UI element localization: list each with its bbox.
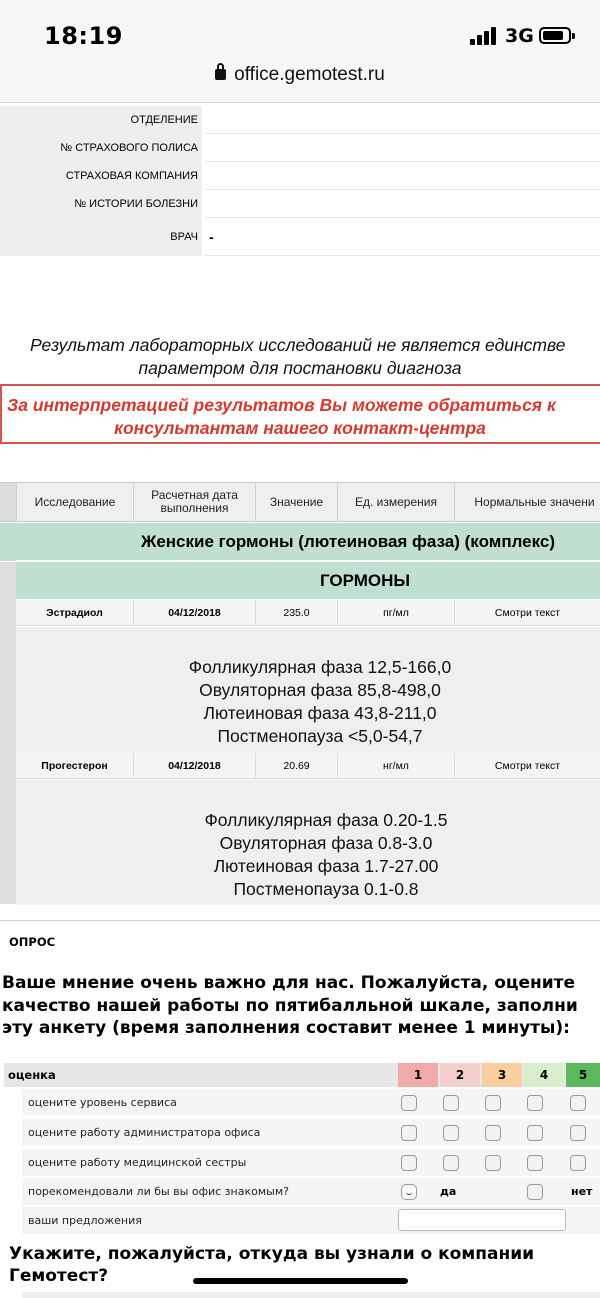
scale-3: 3 [482,1063,522,1087]
group-title: Женские гормоны (лютеиновая фаза) (комплекс) [16,523,600,561]
status-time: 18:19 [44,22,123,50]
question-text: ваши предложения [28,1214,142,1227]
scale-4: 4 [524,1063,564,1087]
info-label: № ИСТОРИИ БОЛЕЗНИ [0,190,202,218]
rating-checkbox-3[interactable] [485,1125,501,1141]
survey-title: ОПРОС [9,935,56,949]
rating-checkbox-2[interactable] [443,1155,459,1171]
header-spacer [0,483,16,521]
url-text: office.gemotest.ru [234,64,385,85]
info-label: ОТДЕЛЕНИЕ [0,106,202,134]
header-test: Исследование [16,483,133,521]
rating-label: оценка [8,1068,56,1082]
header-norm: Нормальные значени [454,483,600,521]
info-value [205,162,600,190]
source-question-line: Укажите, пожалуйста, откуда вы узнали о компании [9,1244,535,1264]
scale-2: 2 [440,1063,480,1087]
question-text: оцените работу медицинской сестры [28,1156,247,1169]
norm-line: Фолликулярная фаза 12,5-166,0 [188,657,452,677]
recommend-yes-radio[interactable] [401,1184,417,1200]
norm-line: Лютеиновая фаза 43,8-211,0 [203,703,437,723]
survey-intro [2,972,600,1040]
result-row-progesterone [16,753,600,779]
result-row-estradiol [16,600,600,626]
test-name: Прогестерон [41,760,108,772]
norm-line: Овуляторная фаза 85,8-498,0 [199,680,441,700]
survey-intro-line: эту анкету (время заполнения составит менее 1 минуты): [2,1018,570,1038]
norm-line: Лютеиновая фаза 1.7-27.00 [213,856,439,876]
test-value: 20.69 [255,753,337,778]
rating-checkbox-3[interactable] [485,1155,501,1171]
divider [0,920,600,921]
recommend-no-label: нет [571,1185,593,1198]
group-strip [0,523,16,561]
cellular-signal-icon [470,27,498,45]
disclaimer-line-2: параметром для постановки диагноза [138,358,462,378]
info-row-doctor [0,218,600,256]
header-value: Значение [255,483,337,521]
lock-icon [215,69,226,80]
test-date: 04/12/2018 [133,753,255,778]
norm-line: Овуляторная фаза 0.8-3.0 [219,833,433,853]
rating-checkbox-2[interactable] [443,1125,459,1141]
info-label: ВРАЧ [0,218,202,256]
recommend-yes-label: да [440,1185,457,1198]
rating-checkbox-1[interactable] [401,1155,417,1171]
info-label: СТРАХОВАЯ КОМПАНИЯ [0,162,202,190]
test-date: 04/12/2018 [133,600,255,625]
source-question-line: Гемотест? [9,1266,109,1286]
question-row-recommend [22,1178,600,1205]
address-bar[interactable] [0,64,600,86]
test-name: Эстрадиол [46,607,103,619]
rating-checkbox-5[interactable] [570,1155,586,1171]
info-row-insurer [0,162,600,190]
suggestions-input[interactable] [398,1209,566,1231]
question-row-service [22,1089,600,1116]
browser-top-bar [0,0,600,103]
question-text: оцените работу администратора офиса [28,1126,261,1139]
info-row-history [0,190,600,218]
next-row [22,1292,600,1298]
consult-line-2: консультантам нашего контакт-центра [114,418,486,438]
test-value: 235.0 [255,600,337,625]
section-title: ГОРМОНЫ [16,562,600,600]
battery-icon [539,27,571,44]
test-norm: Смотри текст [454,600,600,625]
rating-checkbox-1[interactable] [401,1095,417,1111]
rating-checkbox-1[interactable] [401,1125,417,1141]
question-row-admin [22,1119,600,1146]
info-label: № СТРАХОВОГО ПОЛИСА [0,134,202,162]
info-value [205,190,600,218]
rating-checkbox-2[interactable] [443,1095,459,1111]
rating-checkbox-3[interactable] [485,1095,501,1111]
info-row-policy [0,134,600,162]
rating-checkbox-5[interactable] [570,1095,586,1111]
info-value [205,106,600,134]
survey-intro-line: качество нашей работы по пятибалльной шкале, заполни [2,995,578,1016]
rating-header [4,1063,600,1087]
recommend-no-checkbox[interactable] [527,1184,543,1200]
norm-details-estradiol [16,627,600,753]
scale-1: 1 [398,1063,438,1087]
test-norm: Смотри текст [454,753,600,778]
results-header [0,482,600,522]
network-type: 3G [505,25,534,47]
info-row-department [0,106,600,134]
info-value: - [205,218,600,256]
disclaimer-line-1: Результат лабораторных исследований не является единстве [30,335,566,355]
info-value [205,134,600,162]
rating-checkbox-5[interactable] [570,1125,586,1141]
rating-checkbox-4[interactable] [527,1155,543,1171]
scale-5: 5 [566,1063,600,1087]
question-row-nurse [22,1149,600,1176]
rating-checkbox-4[interactable] [527,1125,543,1141]
norm-details-progesterone [16,780,600,905]
header-date: Расчетная дата выполнения [133,483,255,521]
question-text: оцените уровень сервиса [28,1096,177,1109]
question-text: порекомендовали ли бы вы офис знакомым? [28,1185,289,1198]
survey-intro-line: Ваше мнение очень важно для нас. Пожалуйста, оцените [2,973,576,993]
header-unit: Ед. измерения [337,483,454,521]
norm-line: Постменопауза <5,0-54,7 [217,726,423,746]
test-unit: нг/мл [337,753,454,778]
norm-line: Постменопауза 0.1-0.8 [233,879,419,899]
test-unit: пг/мл [337,600,454,625]
home-indicator[interactable] [193,1278,408,1284]
results-left-strip [0,562,16,904]
consult-line-1: За интерпретацией результатов Вы можете обратиться к [7,395,556,415]
rating-checkbox-4[interactable] [527,1095,543,1111]
norm-line: Фолликулярная фаза 0.20-1.5 [204,810,448,830]
